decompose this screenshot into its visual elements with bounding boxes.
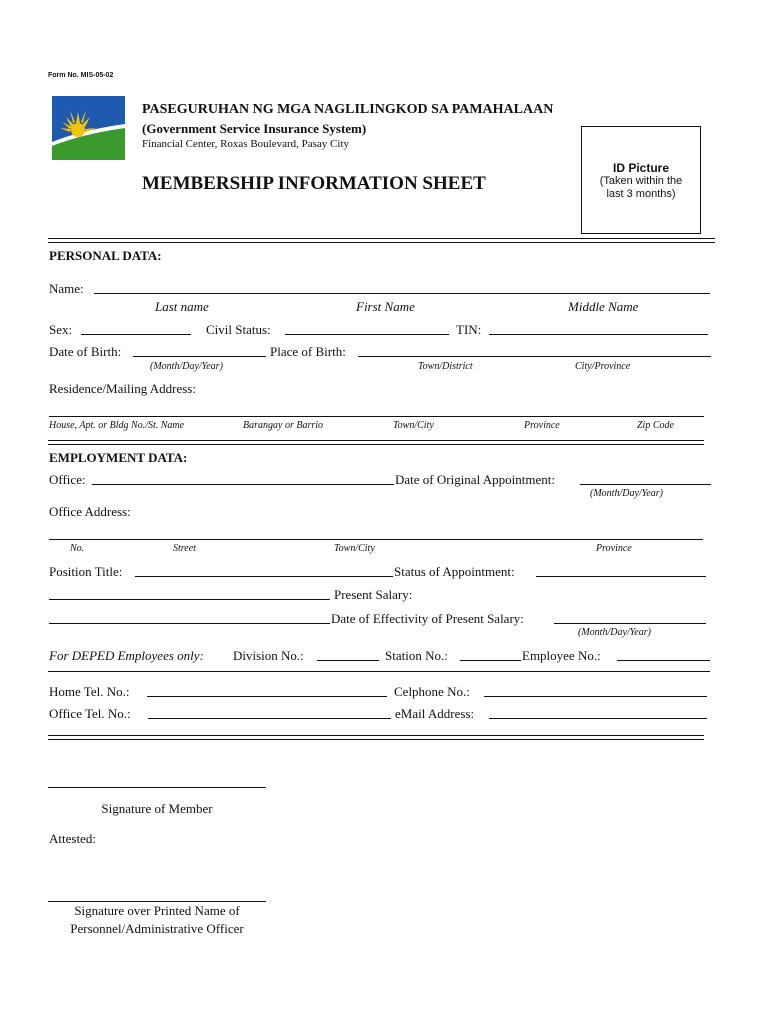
addr-province-caption: Province: [524, 420, 560, 431]
divider: [48, 739, 704, 740]
page-title: MEMBERSHIP INFORMATION SHEET: [142, 173, 486, 194]
effectivity-hint: (Month/Day/Year): [578, 627, 651, 638]
addr-town-caption: Town/City: [393, 420, 434, 431]
tin-label: TIN:: [456, 322, 482, 337]
attested-label: Attested:: [49, 831, 96, 846]
addr-zip-caption: Zip Code: [637, 420, 674, 431]
office-address-field[interactable]: [49, 539, 703, 540]
employment-data-heading: EMPLOYMENT DATA:: [49, 450, 188, 465]
office-addr-no-caption: No.: [70, 543, 85, 554]
position-title-field[interactable]: [135, 576, 393, 577]
form-number: Form No. MIS-05-02: [48, 72, 114, 79]
original-appointment-label: Date of Original Appointment:: [395, 472, 555, 487]
dob-label: Date of Birth:: [49, 344, 122, 359]
office-tel-label: Office Tel. No.:: [49, 706, 131, 721]
name-label: Name:: [49, 281, 84, 296]
member-signature-line[interactable]: [48, 787, 266, 788]
gsis-logo: [52, 96, 125, 160]
agency-name: PASEGURUHAN NG MGA NAGLILINGKOD SA PAMAHALAAN: [142, 102, 554, 117]
officer-signature-caption-1: Signature over Printed Name of: [74, 903, 240, 918]
employee-no-field[interactable]: [617, 660, 710, 661]
division-field[interactable]: [317, 660, 379, 661]
city-province-caption: City/Province: [575, 361, 631, 372]
sex-field[interactable]: [81, 334, 191, 335]
civil-status-field[interactable]: [285, 334, 449, 335]
office-label: Office:: [49, 472, 86, 487]
sex-label: Sex:: [49, 322, 73, 337]
office-tel-field[interactable]: [148, 718, 391, 719]
divider: [48, 238, 715, 239]
deped-label: For DEPED Employees only:: [49, 648, 204, 663]
present-salary-label: Present Salary:: [334, 587, 413, 602]
agency-address: Financial Center, Roxas Boulevard, Pasay City: [142, 138, 349, 150]
divider: [48, 444, 704, 445]
address-field[interactable]: [49, 416, 704, 417]
addr-barangay-caption: Barangay or Barrio: [243, 420, 323, 431]
divider: [48, 671, 710, 672]
agency-english-name: (Government Service Insurance System): [142, 121, 367, 136]
divider: [48, 440, 704, 441]
effectivity-blank[interactable]: [49, 623, 330, 624]
effectivity-field[interactable]: [554, 623, 706, 624]
pob-field[interactable]: [358, 356, 711, 357]
pob-label: Place of Birth:: [270, 344, 346, 359]
middle-name-caption: Middle Name: [568, 299, 639, 314]
dob-hint: (Month/Day/Year): [150, 361, 223, 372]
officer-signature-caption-2: Personnel/Administrative Officer: [70, 921, 244, 936]
celphone-field[interactable]: [484, 696, 707, 697]
office-address-label: Office Address:: [49, 504, 131, 519]
member-signature-caption: Signature of Member: [101, 801, 213, 816]
status-appointment-label: Status of Appointment:: [394, 564, 515, 579]
status-appointment-field[interactable]: [536, 576, 706, 577]
office-addr-province-caption: Province: [596, 543, 632, 554]
position-title-label: Position Title:: [49, 564, 123, 579]
first-name-caption: First Name: [356, 299, 415, 314]
employee-no-label: Employee No.:: [522, 648, 601, 663]
office-addr-street-caption: Street: [173, 543, 196, 554]
office-addr-town-caption: Town/City: [334, 543, 375, 554]
home-tel-field[interactable]: [147, 696, 387, 697]
town-district-caption: Town/District: [418, 361, 473, 372]
id-picture-note: (Taken within the last 3 months): [599, 175, 683, 200]
name-field[interactable]: [94, 293, 710, 294]
id-picture-title: ID Picture: [612, 161, 669, 175]
divider: [48, 735, 704, 736]
original-appointment-hint: (Month/Day/Year): [590, 488, 663, 499]
home-tel-label: Home Tel. No.:: [49, 684, 130, 699]
division-label: Division No.:: [233, 648, 304, 663]
email-field[interactable]: [489, 718, 707, 719]
station-field[interactable]: [460, 660, 521, 661]
present-salary-blank[interactable]: [49, 599, 330, 600]
personal-data-heading: PERSONAL DATA:: [49, 248, 162, 263]
station-label: Station No.:: [385, 648, 448, 663]
last-name-caption: Last name: [155, 299, 209, 314]
civil-status-label: Civil Status:: [206, 322, 271, 337]
office-field[interactable]: [92, 484, 394, 485]
dob-field[interactable]: [133, 356, 266, 357]
officer-signature-line[interactable]: [48, 901, 266, 902]
tin-field[interactable]: [489, 334, 708, 335]
original-appointment-field[interactable]: [580, 484, 711, 485]
address-label: Residence/Mailing Address:: [49, 381, 196, 396]
id-picture-box: [581, 126, 701, 234]
addr-house-caption: House, Apt. or Bldg No./St. Name: [49, 420, 185, 431]
email-label: eMail Address:: [395, 706, 475, 721]
divider: [48, 242, 715, 243]
effectivity-label: Date of Effectivity of Present Salary:: [331, 611, 524, 626]
celphone-label: Celphone No.:: [394, 684, 470, 699]
